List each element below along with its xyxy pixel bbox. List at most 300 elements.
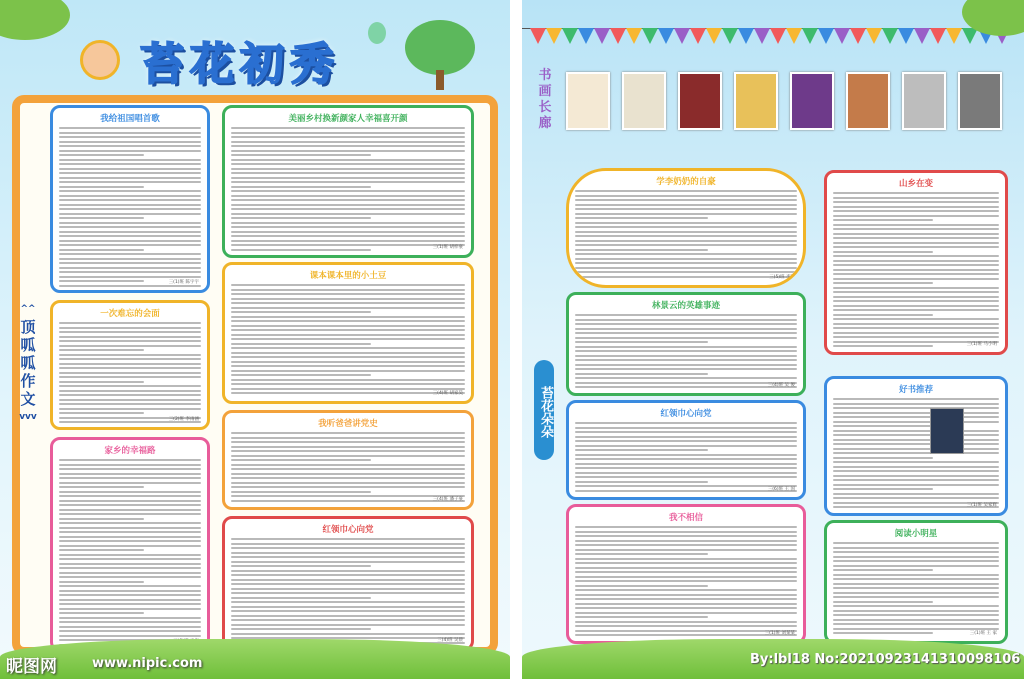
article-byline: 三(1)班 胡梓豪 [432,245,463,250]
text-line [59,358,201,360]
text-line [231,464,465,466]
text-line [575,319,797,321]
text-line [833,565,999,567]
text-line [59,513,201,515]
text-line [575,217,708,219]
text-line [231,145,465,147]
text-line [231,468,465,470]
text-line [59,267,201,269]
text-line [833,309,999,311]
text-line [833,610,999,612]
text-line [575,249,708,251]
text-line [231,477,465,479]
text-line [833,300,999,302]
artwork-photo [790,72,834,130]
text-line [575,625,797,627]
text-line [231,127,465,129]
text-line [833,619,999,621]
bunting-flag [642,28,658,44]
bunting-flag [914,28,930,44]
text-line [833,314,933,316]
text-line [833,457,933,459]
watermark-site: www.nipic.com [92,656,203,671]
text-line [833,201,999,203]
text-line [231,168,465,170]
text-line [575,368,797,370]
text-line [575,589,797,591]
text-line [575,472,797,474]
text-line [231,482,465,484]
text-line [231,601,465,603]
text-line [575,549,797,551]
text-line [833,587,999,589]
text-line [575,526,797,528]
text-line [59,195,201,197]
left-article-6 [222,516,474,651]
text-line [59,141,201,143]
text-line [231,392,465,394]
text-line [59,567,201,569]
text-line [231,190,465,192]
text-line [59,477,201,479]
text-line [833,412,999,414]
text-line [59,186,144,188]
text-line [59,399,201,401]
text-line [59,403,201,405]
text-line [833,493,999,495]
article-body [59,459,201,646]
text-line [59,558,201,560]
text-line [833,497,999,499]
bunting-flag [770,28,786,44]
text-line [833,623,999,625]
text-line [833,484,999,486]
bunting-flag [578,28,594,44]
left-page [0,0,510,679]
text-line [575,377,797,379]
text-line [833,228,999,230]
text-line [833,439,999,441]
text-line [833,215,999,217]
text-line [231,352,465,354]
bunting-flag [802,28,818,44]
text-line [231,244,465,246]
text-line [575,630,797,632]
text-line [575,244,797,246]
text-line [575,612,797,614]
text-line [833,605,999,607]
bunting-flag [722,28,738,44]
text-line [575,240,797,242]
text-line [833,323,999,325]
text-line [59,327,201,329]
text-line [59,363,201,365]
text-line [59,249,144,251]
text-line [833,233,999,235]
text-line [59,590,201,592]
text-line [59,603,201,605]
text-line [59,226,201,228]
text-line [833,260,999,262]
article-byline: 三(5)班 李明 [769,275,795,280]
text-line [59,581,144,583]
text-line [59,271,201,273]
text-line [59,518,144,520]
text-line [59,504,201,506]
text-line [231,249,371,251]
text-line [59,394,201,396]
artwork-photo [846,72,890,130]
text-line [231,597,371,599]
text-line [231,213,465,215]
text-line [575,235,797,237]
text-line [231,289,465,291]
text-line [59,482,201,484]
text-line [575,576,797,578]
text-line [231,547,465,549]
text-line [59,280,144,282]
text-line [231,177,465,179]
text-line [833,443,999,445]
text-line [833,273,999,275]
text-line [231,231,465,233]
bunting-flag [754,28,770,44]
text-line [833,475,999,477]
text-line [575,222,797,224]
article-byline: 三(1)班 陈宇宇 [168,280,199,285]
text-line [231,361,465,363]
article-body [575,526,797,636]
artwork-photo [902,72,946,130]
article-body [833,542,999,634]
text-line [59,235,201,237]
right-article-4 [566,504,806,644]
text-line [231,538,465,540]
text-line [59,336,201,338]
text-line [59,322,201,324]
text-line [59,468,201,470]
text-line [231,240,465,242]
article-byline: 三(4)班 胡家昊 [432,391,463,396]
bunting-flag [882,28,898,44]
text-line [231,446,465,448]
article-title: 一次难忘的会面 [100,309,160,319]
text-line [575,594,797,596]
page-gutter [510,0,522,679]
text-line [575,449,708,451]
text-line [231,284,465,286]
text-line [59,181,201,183]
right-article-2 [824,170,1008,355]
text-line [59,630,201,632]
text-line [231,293,465,295]
article-title: 阅读小明星 [894,529,938,539]
text-line [575,485,797,487]
text-line [833,407,999,409]
right-article-1 [566,292,806,396]
text-line [575,535,797,537]
text-line [231,356,465,358]
article-byline: 三(1)班 王 家 [969,631,997,636]
text-line [833,466,999,468]
text-line [575,427,797,429]
text-line [231,316,465,318]
text-line [59,408,201,410]
text-line [575,364,797,366]
text-line [59,262,201,264]
text-line [59,563,201,565]
artwork-photo [678,72,722,130]
text-line [59,204,201,206]
text-line [231,432,465,434]
artwork-photo [622,72,666,130]
text-line [59,594,201,596]
text-line [231,610,465,612]
text-line [575,422,797,424]
text-line [59,495,201,497]
text-line [59,258,201,260]
book-cover-image [930,408,964,454]
text-line [59,163,201,165]
text-line [575,386,797,388]
text-line [59,217,144,219]
text-line [231,619,465,621]
text-line [231,208,465,210]
text-line [833,251,933,253]
tree-top-left [0,0,70,40]
article-body [833,398,999,508]
text-line [833,403,999,405]
text-line [59,608,201,610]
text-line [59,545,201,547]
text-line [59,127,201,129]
text-line [231,441,465,443]
text-line [833,210,999,212]
text-line [833,282,933,284]
text-line [575,531,797,533]
text-line [59,531,201,533]
text-line [833,556,999,558]
text-line [833,287,999,289]
text-line [575,558,797,560]
text-line [833,327,999,329]
text-line [575,634,797,636]
article-body [575,422,797,492]
text-line [231,570,465,572]
page-title: 苔花初秀 [140,39,340,90]
text-line [575,571,797,573]
text-line [833,601,933,603]
article-body [231,432,465,502]
text-line [59,168,201,170]
article-title: 学李奶奶的自豪 [656,177,716,187]
text-line [575,382,797,384]
text-line [231,606,465,608]
text-line [833,470,999,472]
text-line [59,208,201,210]
text-line [575,350,797,352]
right-page [522,0,1024,679]
right-article-0 [566,168,806,288]
arrow-down-icon: vvv [19,412,37,422]
right-article-5 [824,376,1008,516]
text-line [59,459,201,461]
text-line [59,190,201,192]
article-byline: 三(2)班 李雨涵 [168,417,199,422]
text-line [231,565,371,567]
text-line [231,388,465,390]
article-title: 我不相信 [668,513,703,523]
bunting-flag [562,28,578,44]
text-line [231,325,465,327]
text-line [231,347,465,349]
text-line [833,318,999,320]
text-line [231,633,465,635]
text-line [59,240,201,242]
text-line [231,495,465,497]
text-line [231,338,465,340]
text-line [833,569,933,571]
article-title: 红领巾心向党 [660,409,712,419]
text-line [59,635,201,637]
section-banner: 苔花朵朵 [534,360,554,460]
balloon-icon [368,22,386,44]
bunting-flag [898,28,914,44]
text-line [575,276,797,278]
text-line [833,278,999,280]
text-line [231,226,465,228]
text-line [231,329,465,331]
left-article-5 [222,410,474,510]
text-line [231,588,465,590]
left-article-0 [50,105,210,293]
bunting-flag [738,28,754,44]
text-line [833,479,999,481]
text-line [833,434,999,436]
text-line [59,536,201,538]
watermark-logo: 昵图网 [6,657,57,677]
bunting-flag [818,28,834,44]
text-line [575,231,797,233]
text-line [833,614,999,616]
text-line [59,154,144,156]
text-line [575,553,708,555]
article-body [231,538,465,644]
text-line [833,574,999,576]
text-line [231,615,465,617]
text-line [575,204,797,206]
text-line [575,226,797,228]
text-line [833,425,933,427]
article-byline: 三(4)班 吴晨 [437,638,463,643]
text-line [575,341,708,343]
text-line [59,199,201,201]
bunting-flag [690,28,706,44]
gallery-label: 书画长廊 [538,68,552,131]
left-article-3 [222,262,474,404]
text-line [231,298,465,300]
left-article-1 [222,105,474,258]
text-line [575,476,797,478]
bunting-flag [930,28,946,44]
text-line [833,430,999,432]
text-line [575,567,797,569]
text-line [833,291,999,293]
text-line [59,500,201,502]
text-line [575,445,797,447]
vertical-title-text: 顶呱呱作文 [20,318,36,408]
text-line [59,213,201,215]
text-line [231,383,465,385]
text-line [833,305,999,307]
artwork-photo [958,72,1002,130]
text-line [575,258,797,260]
text-line [575,359,797,361]
text-line [833,628,999,630]
text-line [575,332,797,334]
text-line [833,197,999,199]
text-line [231,543,465,545]
text-line [231,132,465,134]
text-line [833,452,999,454]
text-line [231,628,371,630]
text-line [231,307,465,309]
text-line [575,580,797,582]
bunting-flag [546,28,562,44]
text-line [59,150,201,152]
left-article-4 [50,437,210,652]
article-byline: 三(1)班 马小明 [966,342,997,347]
text-line [59,509,201,511]
text-line [231,222,465,224]
kid-reading-illustration [80,40,120,80]
article-title: 林景云的英雄事迹 [651,301,720,311]
text-line [833,416,999,418]
text-line [833,255,999,257]
text-line [59,244,201,246]
article-body [575,190,797,278]
article-byline: 三(1)班 吴家辉 [966,503,997,508]
bunting-flag [850,28,866,44]
text-line [833,560,999,562]
text-line [231,579,465,581]
text-line [59,231,201,233]
text-line [833,583,999,585]
text-line [575,598,797,600]
bunting-flag [834,28,850,44]
text-line [833,578,999,580]
text-line [833,448,999,450]
text-line [231,379,465,381]
bunting-flag [658,28,674,44]
text-line [575,199,797,201]
text-line [59,253,201,255]
text-line [231,302,465,304]
text-line [59,585,201,587]
text-line [575,328,797,330]
text-line [59,177,201,179]
text-line [575,195,797,197]
text-line [231,450,465,452]
bunting-flag [946,28,962,44]
text-line [59,132,201,134]
text-line [59,145,201,147]
text-line [575,585,708,587]
text-line [833,551,999,553]
bunting-flags [522,22,1024,52]
text-line [833,237,999,239]
article-title: 好书推荐 [898,385,933,395]
